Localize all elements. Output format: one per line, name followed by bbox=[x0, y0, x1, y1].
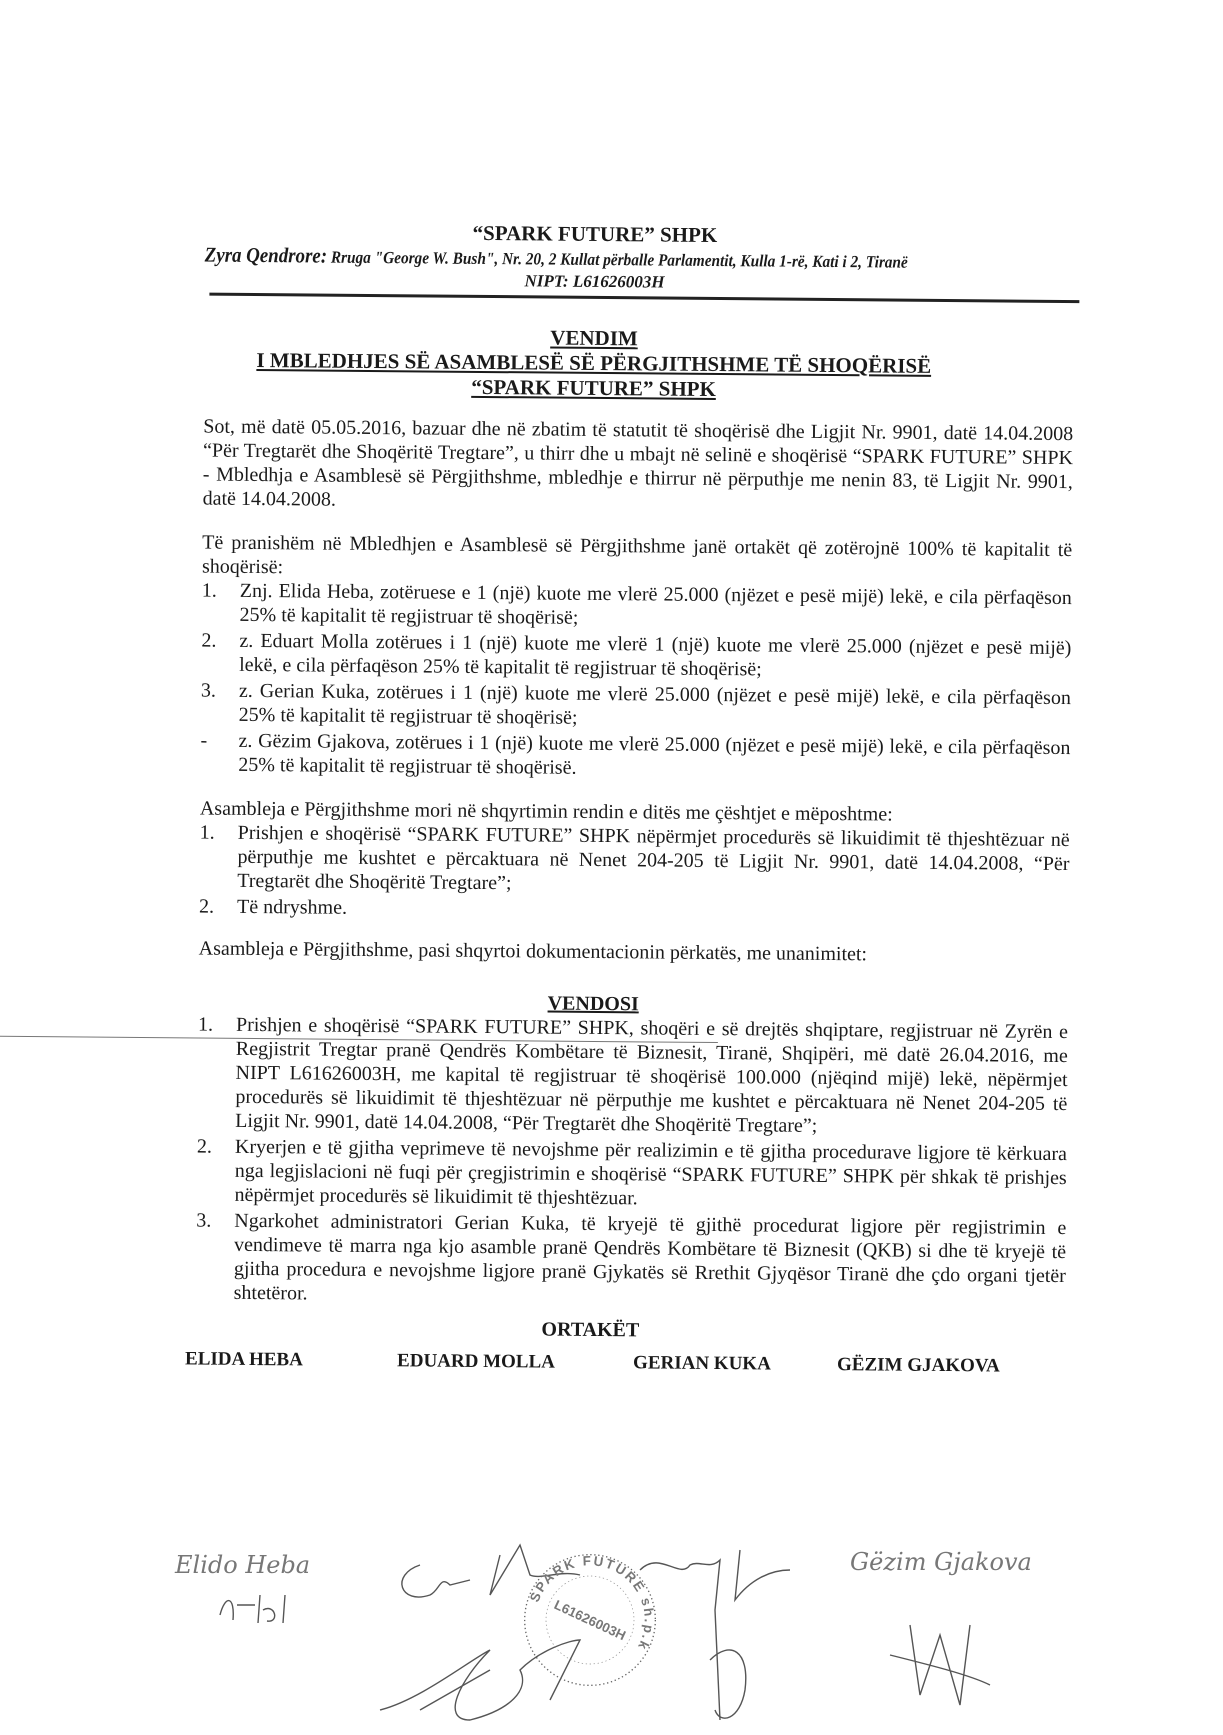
doc-subtitle: I MBLEDHJES SË ASAMBLESË SË PËRGJITHSHME TË SHOQËRISË bbox=[256, 347, 932, 378]
company-name: “SPARK FUTURE” SHPK bbox=[472, 220, 718, 248]
decision-intro: Asambleja e Përgjithshme, pasi shqyrtoi dokumentacionin përkatës, me unanimitet: bbox=[198, 937, 868, 966]
doc-company: “SPARK FUTURE” SHPK bbox=[471, 374, 717, 401]
item-text: z. Gerian Kuka, zotërues i 1 (një) kuote me vlerë 25.000 (njëzet e pesë mijë) lekë, e cila përfaqëson 25% të kapitalit të regjistruar të shoqërisë; bbox=[238, 679, 1072, 729]
item-number: 1. bbox=[201, 579, 217, 602]
item-number: 1. bbox=[199, 821, 215, 844]
item-text: Ngarkohet administratori Gerian Kuka, të kryejë të gjithë procedurat ligjore për regjistrimin e vendimeve të marra nga kjo asamble pranë Qendrës Kombëtare të Biznesit (QKB) si dhe të kryejë të gjitha procedura e nevojshme ligjore pranë Gjykatës së Rrethit Gjyqësor Tiranë dhe çdo organi tjetër shtetëror. bbox=[233, 1209, 1067, 1305]
decision-list bbox=[196, 1013, 1069, 1313]
doc-title: VENDIM bbox=[550, 325, 638, 351]
item-number: 2. bbox=[196, 1135, 213, 1158]
decision-title: VENDOSI bbox=[547, 992, 639, 1016]
item-number: 2. bbox=[198, 895, 215, 918]
signature-gezim-gjakova bbox=[850, 1545, 1050, 1725]
agenda-intro: Asambleja e Përgjithshme mori në shqyrtimin rendin e ditës me çështjet e mëposhtme: bbox=[199, 797, 893, 826]
signatory-name: EDUARD MOLLA bbox=[397, 1350, 555, 1373]
list-item bbox=[201, 679, 1071, 735]
item-number: 3. bbox=[196, 1209, 212, 1232]
agenda-list bbox=[199, 821, 1070, 927]
item-text: Prishjen e shoqërisë “SPARK FUTURE” SHPK, shoqëri e së drejtës shqiptare, regjistruar në Zyrën e Regjistrit Tregtar pranë Qendrës Kombëtare të Biznesit, Tiranë, Shqipëri, më datë 26.04.2016, me NIPT L61626003H, me kapital të regjistruar të shoqërisë 100.000 (njëqind mijë) lekë, nëpërmjet procedurës së likuidimit të thjeshtëzuar në përputhje me kushtet e përcaktuara në Nenet 204-205 të Ligjit Nr. 9901, datë 14.04.2008, “Për Tregtarët dhe Shoqëritë Tregtare”; bbox=[235, 1013, 1069, 1137]
item-number: 1. bbox=[197, 1013, 214, 1036]
handwritten-name-elida: Elido Heba bbox=[175, 1551, 311, 1579]
signatory-name: ELIDA HEBA bbox=[185, 1348, 303, 1371]
signature-gerian-kuka bbox=[640, 1540, 800, 1725]
shareholder-list bbox=[200, 579, 1072, 785]
company-stamp bbox=[520, 1550, 660, 1690]
signatory-name: GERIAN KUKA bbox=[632, 1352, 771, 1375]
item-text: Të ndryshme. bbox=[236, 895, 348, 919]
address-text: Rruga "George W. Bush", Nr. 20, 2 Kullat përballe Parlamentit, Kulla 1-rë, Kati i 2, Tiranë bbox=[326, 247, 908, 272]
list-item bbox=[200, 729, 1070, 785]
list-item bbox=[199, 895, 1069, 927]
item-text: z. Gëzim Gjakova, zotërues i 1 (një) kuote me vlerë 25.000 (njëzet e pesë mijë) lekë, e cila përfaqëson 25% të kapitalit të regjistruar të shoqërisë. bbox=[238, 729, 1071, 779]
item-number: - bbox=[200, 729, 208, 752]
list-item bbox=[201, 629, 1071, 685]
company-nipt: NIPT: L61626003H bbox=[524, 271, 665, 292]
item-number: 2. bbox=[201, 629, 217, 652]
handwritten-name-gezim: Gëzim Gjakova bbox=[850, 1548, 1032, 1576]
item-text: Znj. Elida Heba, zotëruese e 1 (një) kuote me vlerë 25.000 (njëzet e pesë mijë) lekë, e cila përfaqëson 25% të kapitalit të regjistruar të shoqërisë; bbox=[239, 579, 1072, 629]
signatory-name: GËZIM GJAKOVA bbox=[836, 1354, 1000, 1377]
list-item bbox=[197, 1013, 1068, 1141]
intro-paragraph: Sot, më datë 05.05.2016, bazuar dhe në zbatim të statutit të shoqërisë dhe Ligjit Nr. 9901, datë 14.04.2008 “Për Tregtarët dhe Shoqëritë Tregtare”, u thirr dhe u mbajt në selinë e shoqërisë “SPARK FUTURE” SHPK - Mbledhja e Asamblesë së Përgjithshme, mbledhje e thirrur në përputhje me nenin 83, të Ligjit Nr. 9901, datë 14.04.2008. bbox=[202, 415, 1074, 511]
stamp-inner-text: L61626003H bbox=[551, 1597, 629, 1644]
item-number: 3. bbox=[200, 679, 217, 702]
item-text: Prishjen e shoqërisë “SPARK FUTURE” SHPK nëpërmjet procedurës së likuidimit të thjeshtëzuar në përputhje me kushtet e përcaktuara në Nenet 204-205 të Ligjit Nr. 9901, datë 14.04.2008, “Për Tregtarët dhe Shoqëritë Tregtare”; bbox=[237, 821, 1070, 895]
list-item bbox=[196, 1134, 1067, 1214]
svg-text:SPARK FUTURE sh.p.k bbox=[527, 1553, 657, 1653]
present-paragraph: Të pranishëm në Mbledhjen e Asamblesë së Përgjithshme janë ortakët që zotërojnë 100% të kapitalit të shoqërisë: bbox=[201, 531, 1073, 579]
list-item bbox=[201, 579, 1071, 635]
signature-elida-heba bbox=[175, 1545, 315, 1635]
list-item bbox=[199, 821, 1070, 901]
signatories-title: ORTAKËT bbox=[541, 1318, 640, 1342]
list-item bbox=[196, 1208, 1067, 1312]
address-lead: Zyra Qendrore: bbox=[204, 242, 328, 268]
document-body bbox=[185, 415, 1074, 1383]
stamp-outer-text: SPARK FUTURE sh.p.k bbox=[526, 1553, 657, 1654]
item-text: Kryerjen e të gjitha veprimeve të nevojshme për realizimin e të gjitha procedurave ligjore të kërkuara nga legjislacioni në fuqi për çregjistrimin e shoqërisë “SPARK FUTURE” SHPK për shkak të prishjes nëpërmjet procedurës së likuidimit të thjeshtëzuar. bbox=[234, 1135, 1068, 1210]
signatory-names bbox=[185, 1348, 1065, 1382]
item-text: z. Eduart Molla zotërues i 1 (një) kuote me vlerë 1 (një) kuote me vlerë 25.000 (njëzet e pesë mijë) lekë, e cila përfaqëson 25% të kapitalit të regjistruar të shoqërisë; bbox=[239, 629, 1072, 681]
